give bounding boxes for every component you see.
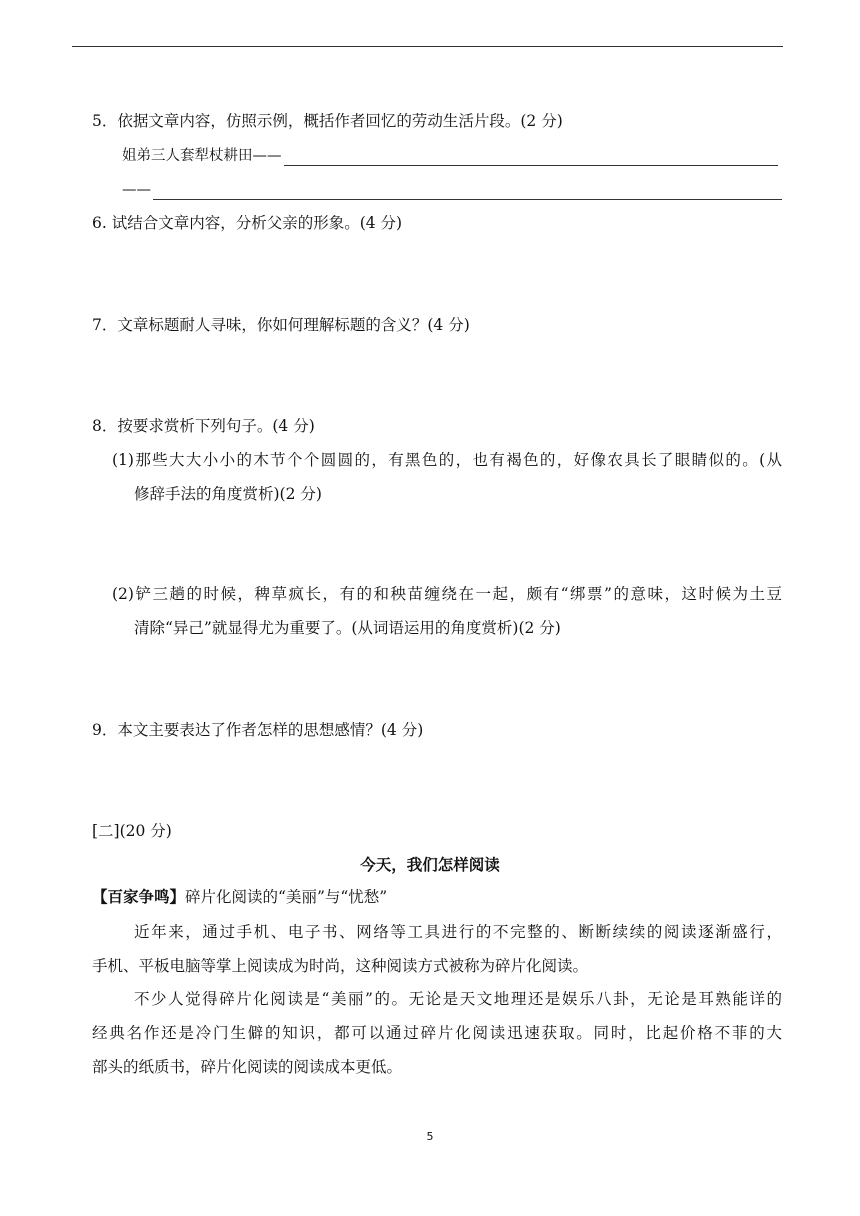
column-heading bbox=[92, 887, 387, 907]
question-5: 5．依据文章内容，仿照示例，概括作者回忆的劳动生活片段。(2 分) bbox=[92, 112, 563, 130]
paragraph-1-line2: 手机、平板电脑等掌上阅读成为时尚，这种阅读方式被称为碎片化阅读。 bbox=[92, 957, 589, 975]
question-8-sub1-line1: (1)那些大大小小的木节个个圆圆的，有黑色的，也有褐色的，好像农具长了眼睛似的。(从 bbox=[112, 451, 782, 469]
column-tag: 【百家争鸣】 bbox=[92, 888, 186, 906]
answer-blank-2[interactable] bbox=[153, 183, 782, 200]
paragraph-1-line1: 近年来，通过手机、电子书、网络等工具进行的不完整的、断断续续的阅读逐渐盛行， bbox=[134, 923, 782, 941]
paragraph-2-line3: 部头的纸质书，碎片化阅读的阅读成本更低。 bbox=[92, 1058, 403, 1076]
article-title: 今天，我们怎样阅读 bbox=[360, 856, 500, 874]
question-8-sub1-line2: 修辞手法的角度赏析)(2 分) bbox=[134, 485, 322, 503]
question-8-sub2-line2: 清除“异己”就显得尤为重要了。(从词语运用的角度赏析)(2 分) bbox=[134, 619, 561, 637]
section-2-label: [二](20 分) bbox=[92, 822, 172, 840]
question-8: 8．按要求赏析下列句子。(4 分) bbox=[92, 417, 315, 435]
answer-dash: —— bbox=[122, 182, 151, 198]
paragraph-2-line2: 经典名作还是冷门生僻的知识，都可以通过碎片化阅读迅速获取。同时，比起价格不菲的大 bbox=[92, 1024, 782, 1042]
answer-blank-1[interactable] bbox=[284, 149, 779, 166]
question-6: 6. 试结合文章内容，分析父亲的形象。(4 分) bbox=[92, 214, 403, 232]
answer-line-2 bbox=[122, 180, 782, 200]
page-number: 5 bbox=[426, 1130, 434, 1143]
question-8-sub2-line1: (2)铲三趟的时候，稗草疯长，有的和秧苗缠绕在一起，颇有“绑票”的意味，这时候为土豆 bbox=[112, 585, 782, 603]
paragraph-2-line1: 不少人觉得碎片化阅读是“美丽”的。无论是天文地理还是娱乐八卦，无论是耳熟能详的 bbox=[134, 990, 782, 1008]
header-rule bbox=[72, 46, 783, 47]
answer-line-1 bbox=[122, 146, 778, 166]
question-9: 9．本文主要表达了作者怎样的思想感情？(4 分) bbox=[92, 721, 424, 739]
question-7: 7．文章标题耐人寻味，你如何理解标题的含义？(4 分) bbox=[92, 316, 470, 334]
example-text: 姐弟三人套犁杖耕田—— bbox=[122, 148, 282, 164]
column-subtitle: 碎片化阅读的“美丽”与“忧愁” bbox=[185, 888, 388, 906]
